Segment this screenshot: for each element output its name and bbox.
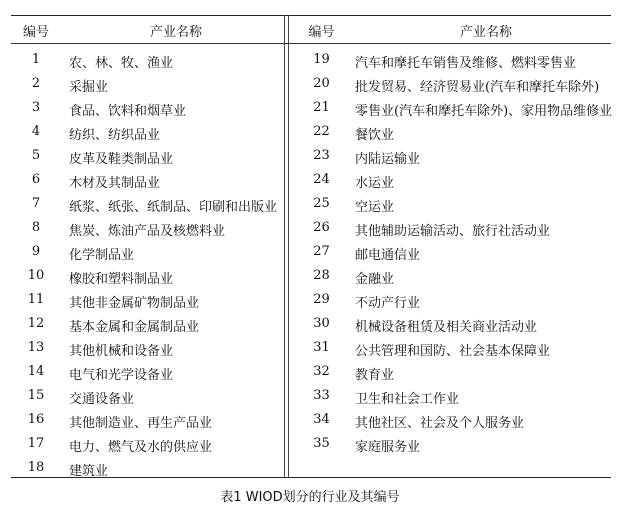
industry-number: 9	[31, 244, 41, 259]
industry-name: 空运业	[355, 200, 395, 215]
industry-name: 其他辅助运输活动、旅行社活动业	[355, 224, 551, 239]
industry-number: 21	[313, 100, 330, 115]
industry-number: 35	[313, 436, 330, 451]
table-row	[11, 72, 611, 96]
industry-name: 建筑业	[69, 464, 109, 479]
industry-name: 不动产行业	[355, 296, 421, 311]
industry-number: 25	[313, 196, 330, 211]
industry-name: 食品、饮料和烟草业	[69, 104, 187, 119]
industry-number: 12	[27, 316, 45, 331]
industry-name: 橡胶和塑料制品业	[69, 272, 174, 287]
table-header	[11, 15, 611, 43]
industry-number: 27	[313, 244, 330, 259]
industry-name: 教育业	[355, 368, 395, 383]
industry-name: 电力、燃气及水的供应业	[69, 440, 213, 455]
industry-number: 17	[27, 436, 45, 451]
industry-name: 采掘业	[69, 80, 109, 95]
table-row	[11, 240, 611, 264]
table-row	[11, 216, 611, 240]
industry-name: 零售业(汽车和摩托车除外)、家用物品维修业	[355, 104, 613, 119]
industry-number: 2	[31, 76, 41, 91]
industry-number: 13	[27, 340, 45, 355]
industry-name: 其他制造业、再生产品业	[69, 416, 213, 431]
industry-number: 5	[31, 148, 41, 163]
industry-number: 6	[31, 172, 41, 187]
industry-name: 邮电通信业	[355, 248, 421, 263]
industry-name: 基本金属和金属制品业	[69, 320, 200, 335]
industry-number: 15	[27, 388, 45, 403]
table-row	[11, 360, 611, 384]
industry-name: 皮革及鞋类制品业	[69, 152, 174, 167]
table-row	[11, 432, 611, 456]
table-row	[11, 288, 611, 312]
header-name-right: 产业名称	[459, 25, 512, 40]
industry-name: 其他社区、社会及个人服务业	[355, 416, 525, 431]
table-row	[11, 408, 611, 432]
table-row	[11, 144, 611, 168]
industry-name: 纸浆、纸张、纸制品、印刷和出版业	[69, 200, 278, 215]
industry-number: 18	[27, 460, 45, 475]
industry-number: 31	[313, 340, 330, 355]
industry-name: 其他机械和设备业	[69, 344, 174, 359]
industry-number: 30	[313, 316, 330, 331]
industry-name: 餐饮业	[355, 128, 395, 143]
industry-number: 3	[31, 100, 41, 115]
industry-name: 其他非金属矿物制品业	[69, 296, 200, 311]
industry-name: 家庭服务业	[355, 440, 421, 455]
table-row	[11, 384, 611, 408]
industry-number: 19	[313, 52, 330, 67]
industry-number: 20	[313, 76, 330, 91]
industry-number: 4	[31, 124, 41, 139]
industry-number: 28	[313, 268, 330, 283]
table-row	[11, 96, 611, 120]
industry-name: 交通设备业	[69, 392, 135, 407]
industry-name: 水运业	[355, 176, 395, 191]
header-number-left: 编号	[22, 25, 49, 40]
table-row	[11, 48, 611, 72]
industry-name: 机械设备租赁及相关商业活动业	[355, 320, 538, 335]
industry-name: 批发贸易、经济贸易业(汽车和摩托车除外)	[355, 80, 600, 95]
industry-number: 22	[313, 124, 330, 139]
table-row	[11, 264, 611, 288]
industry-name: 内陆运输业	[355, 152, 421, 167]
industry-number: 7	[31, 196, 41, 211]
industry-number: 10	[27, 268, 45, 283]
industry-name: 卫生和社会工作业	[355, 392, 460, 407]
table-row	[11, 168, 611, 192]
industry-name: 纺织、纺织品业	[69, 128, 161, 143]
industry-number: 33	[313, 388, 330, 403]
table-row	[11, 336, 611, 360]
industry-number: 8	[31, 220, 41, 235]
industry-number: 34	[313, 412, 330, 427]
industry-name: 金融业	[355, 272, 395, 287]
table-row	[11, 192, 611, 216]
header-number-right: 编号	[308, 25, 335, 40]
industry-name: 农、林、牧、渔业	[69, 56, 174, 71]
industry-name: 焦炭、炼油产品及核燃料业	[69, 224, 226, 239]
table-row	[11, 456, 611, 480]
industry-number: 32	[313, 364, 330, 379]
industry-number: 11	[27, 292, 45, 307]
table-row	[11, 120, 611, 144]
industry-name: 化学制品业	[69, 248, 135, 263]
table-caption: 表1 WIOD划分的行业及其编号	[220, 490, 400, 505]
industry-name: 公共管理和国防、社会基本保障业	[355, 344, 551, 359]
table-header-rule	[11, 43, 611, 44]
industry-name: 汽车和摩托车销售及维修、燃料零售业	[355, 56, 577, 71]
industry-number: 14	[27, 364, 45, 379]
industry-number: 1	[31, 52, 41, 67]
table-row	[11, 312, 611, 336]
industry-name: 电气和光学设备业	[69, 368, 174, 383]
industry-number: 23	[313, 148, 330, 163]
industry-number: 16	[27, 412, 45, 427]
header-name-left: 产业名称	[149, 25, 202, 40]
industry-number: 24	[313, 172, 330, 187]
industry-number: 26	[313, 220, 330, 235]
industry-name: 木材及其制品业	[69, 176, 161, 191]
industry-number: 29	[313, 292, 330, 307]
